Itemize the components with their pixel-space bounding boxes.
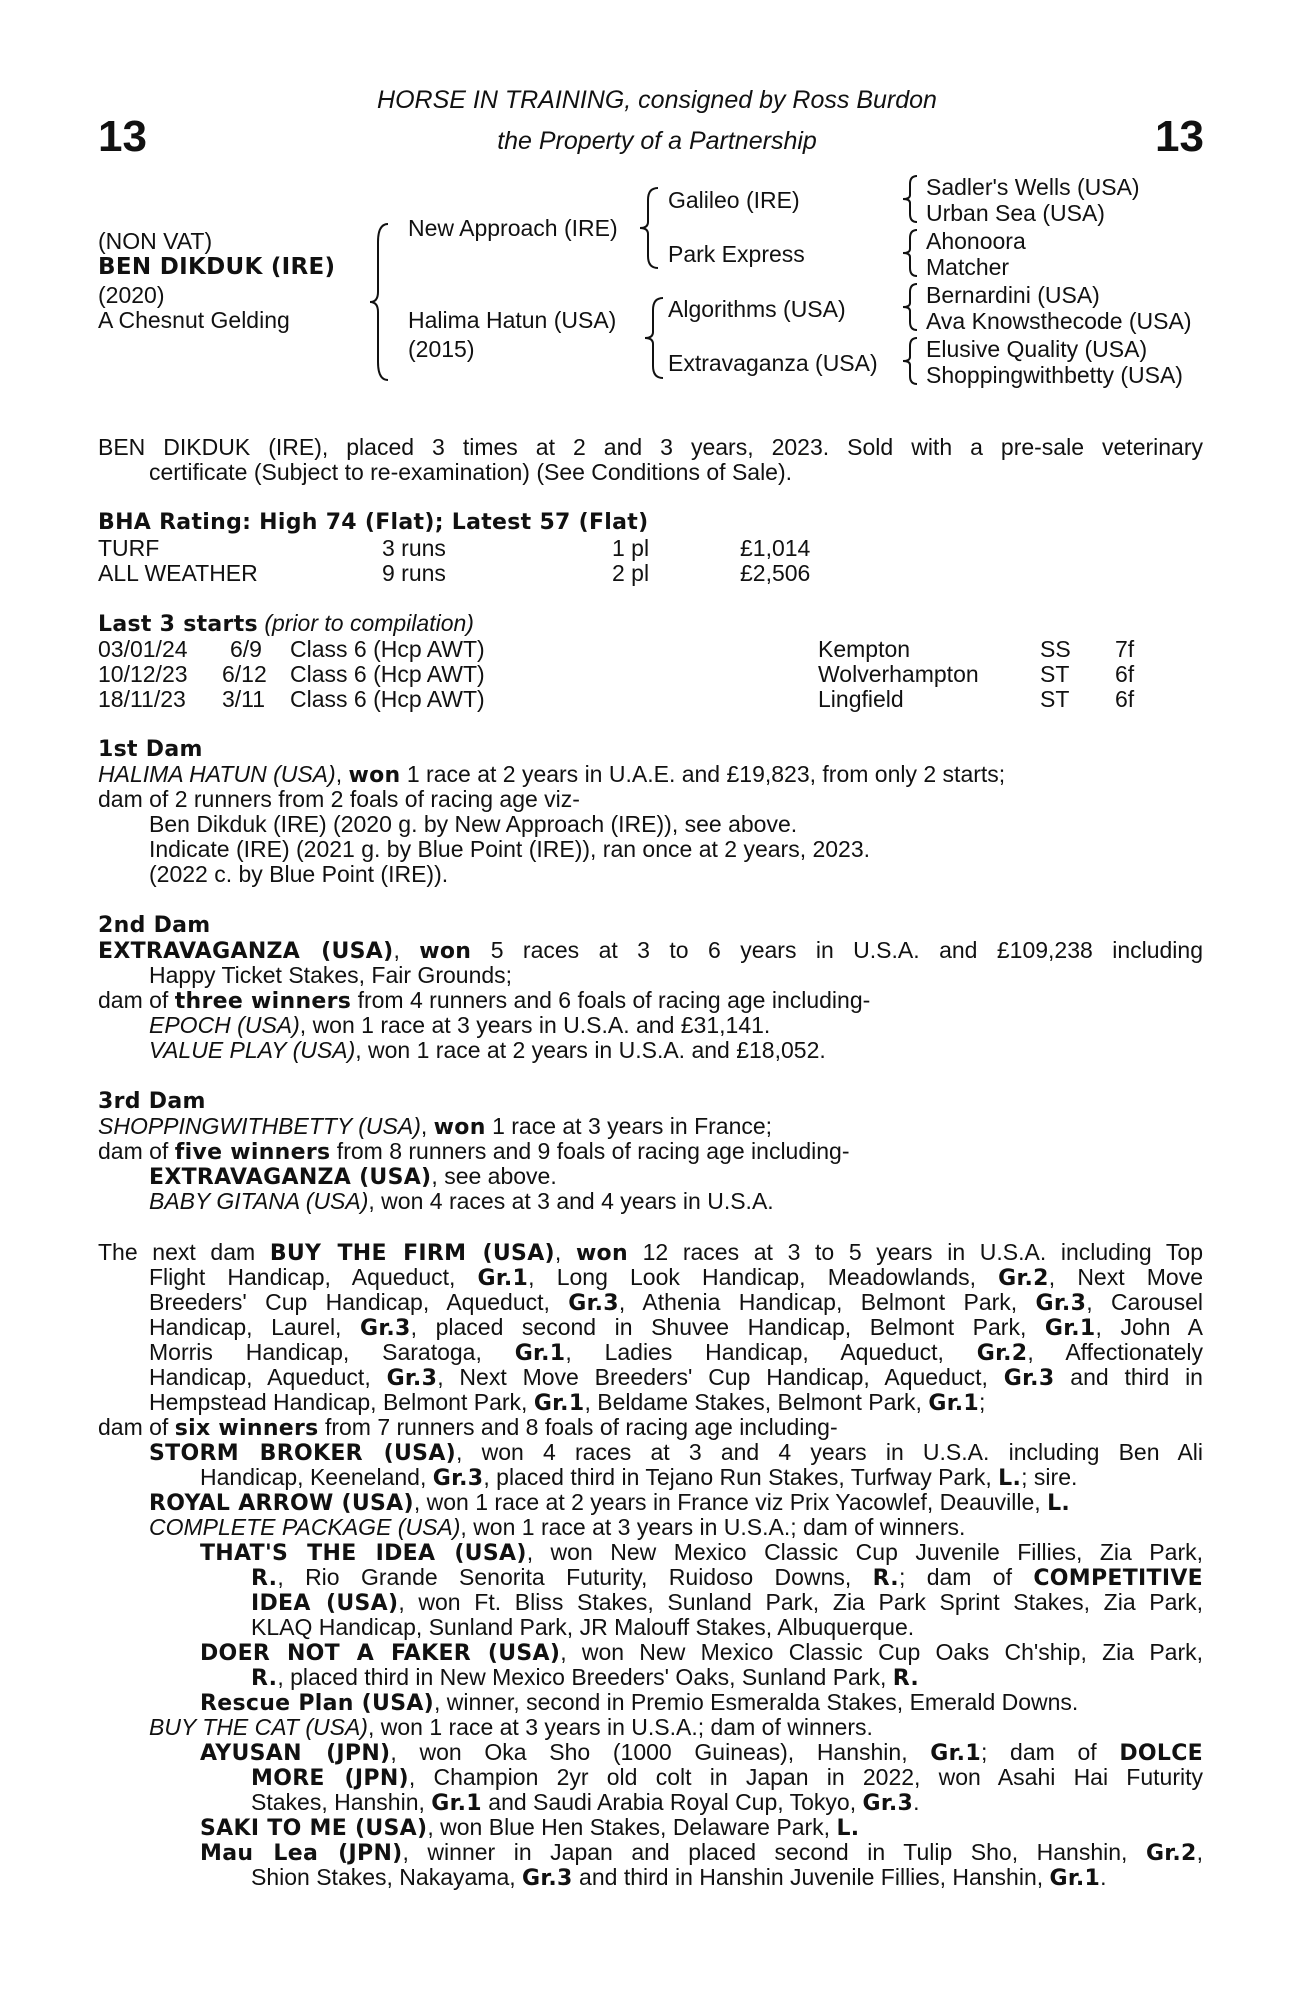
lot-number-left: 13 <box>98 112 147 161</box>
text: , won 1 race at 3 years in U.S.A.; dam of winners. <box>367 1714 873 1740</box>
pedigree-dam-year: (2015) <box>408 336 475 362</box>
second-dam-name: EXTRAVAGANZA (USA) <box>98 939 394 964</box>
ayusan-line-3 <box>251 1790 1314 1816</box>
progeny-name: Rescue Plan (USA) <box>200 1691 435 1716</box>
complete-package-line <box>149 1515 1254 1540</box>
start-date: 03/01/24 <box>98 636 188 662</box>
header-property: the Property of a Partnership <box>497 127 817 155</box>
second-dam-heading: 2nd Dam <box>98 913 211 938</box>
progeny-name: DOER NOT A FAKER (USA) <box>200 1641 561 1666</box>
progeny-record: , won 1 race at 3 years in U.S.A. and £31,141. <box>299 1012 771 1038</box>
progeny-name: EPOCH (USA) <box>149 1012 300 1038</box>
pedigree-g4: Matcher <box>926 254 1010 280</box>
pedigree-sire: New Approach (IRE) <box>408 215 618 241</box>
pedigree-bracket-sire <box>640 186 660 270</box>
horse-name: BEN DIKDUK (IRE) <box>98 254 336 280</box>
text: , won 1 race at 2 years in France viz Prix Yacowlef, Deauville, <box>413 1489 1048 1515</box>
grade: Gr.2 <box>1145 1841 1197 1866</box>
start-race: Class 6 (Hcp AWT) <box>290 661 485 687</box>
text: . <box>1100 1864 1107 1890</box>
text: , Champion 2yr old colt in Japan in 2022, won Asahi Hai Futurity <box>408 1764 1203 1790</box>
text: Handicap, Laurel, <box>149 1314 360 1340</box>
pedigree-g5: Bernardini (USA) <box>926 282 1100 308</box>
text: , Carousel <box>1086 1289 1203 1315</box>
start-race: Class 6 (Hcp AWT) <box>290 636 485 662</box>
text: , won Oka Sho (1000 Guineas), Hanshin, <box>390 1739 931 1765</box>
pedigree-bracket-g2 <box>903 228 919 278</box>
rating-placed: 1 pl <box>612 535 650 561</box>
pedigree-g3: Ahonoora <box>926 228 1026 254</box>
start-date: 10/12/23 <box>98 661 188 687</box>
saki-to-me-line <box>200 1815 1305 1841</box>
grade: L. <box>1047 1491 1071 1516</box>
grade: Gr.3 <box>360 1316 411 1341</box>
won-label: won <box>419 939 472 964</box>
progeny-name: ROYAL ARROW (USA) <box>149 1491 414 1516</box>
grade: Gr.3 <box>1003 1366 1055 1391</box>
produce-detail: from 7 runners and 8 foals of racing age including- <box>318 1414 838 1440</box>
horse-description: A Chesnut Gelding <box>98 307 290 333</box>
header-consignor: HORSE IN TRAINING, consigned by Ross Burdon <box>377 86 937 114</box>
start-going: ST <box>1040 686 1070 712</box>
next-dam-line-3 <box>149 1290 1203 1316</box>
grade: Gr.3 <box>386 1366 438 1391</box>
rating-surface: TURF <box>98 535 160 561</box>
buy-the-cat-line <box>149 1715 1254 1740</box>
text: Handicap, Keeneland, <box>200 1464 433 1490</box>
grade: Gr.3 <box>1035 1291 1087 1316</box>
start-race: Class 6 (Hcp AWT) <box>290 686 485 712</box>
text: , <box>1196 1839 1203 1865</box>
next-dam-line-7 <box>149 1390 1254 1416</box>
pedigree-bracket-g3 <box>903 282 919 332</box>
grade: R. <box>872 1566 899 1591</box>
text: Hempstead Handicap, Belmont Park, <box>149 1389 534 1415</box>
grade: Gr.1 <box>1049 1866 1101 1891</box>
pedigree-g7: Elusive Quality (USA) <box>926 336 1148 362</box>
progeny-record: , won 4 races at 3 and 4 years in U.S.A. <box>368 1188 774 1214</box>
progeny-name: STORM BROKER (USA) <box>149 1441 457 1466</box>
text: , placed second in Shuvee Handicap, Belmont Park, <box>410 1314 1045 1340</box>
text: , won 1 race at 3 years in U.S.A.; dam of winners. <box>460 1514 966 1540</box>
text: , won New Mexico Classic Cup Juvenile Fillies, Zia Park, <box>526 1539 1203 1565</box>
first-dam-heading: 1st Dam <box>98 737 203 762</box>
grade: R. <box>892 1666 920 1691</box>
text: , won 4 races at 3 and 4 years in U.S.A. including Ben Ali <box>456 1439 1204 1465</box>
grade: Gr.1 <box>533 1391 585 1416</box>
text: Stakes, Hanshin, <box>251 1789 432 1815</box>
text: 12 races at 3 to 5 years in U.S.A. including Top <box>627 1239 1203 1265</box>
grade: Gr.1 <box>1044 1316 1096 1341</box>
doer-not-a-faker-line-2 <box>251 1665 1314 1691</box>
thats-the-idea-line-4: KLAQ Handicap, Sunland Park, JR Malouff Stakes, Albuquerque. <box>251 1614 915 1640</box>
text: , Next Move Breeders' Cup Handicap, Aqueduct, <box>437 1364 1004 1390</box>
start-position: 6/9 <box>230 636 262 662</box>
third-dam-record: 1 race at 3 years in France; <box>485 1113 773 1139</box>
progeny-name: COMPETITIVE <box>1033 1566 1203 1591</box>
third-dam-progeny-1 <box>149 1164 1254 1190</box>
ayusan-line-2 <box>251 1765 1203 1791</box>
text: ; sire. <box>1021 1464 1078 1490</box>
mau-lea-line-1 <box>200 1840 1203 1866</box>
first-dam-progeny-3: (2022 c. by Blue Point (IRE)). <box>149 861 449 887</box>
pedigree-g2: Urban Sea (USA) <box>926 200 1105 226</box>
text: , won Ft. Bliss Stakes, Sunland Park, Zia Park Sprint Stakes, Zia Park, <box>398 1589 1203 1615</box>
summary-line-2: certificate (Subject to re-examination) (See Conditions of Sale). <box>149 459 793 485</box>
grade: R. <box>251 1666 278 1691</box>
progeny-name: BABY GITANA (USA) <box>149 1188 369 1214</box>
doer-not-a-faker-line-1 <box>200 1640 1203 1666</box>
horse-year: (2020) <box>98 282 165 308</box>
first-dam-produce: dam of 2 runners from 2 foals of racing age viz- <box>98 786 580 812</box>
pedigree-dam: Halima Hatun (USA) <box>408 307 617 333</box>
grade: Gr.1 <box>930 1741 981 1766</box>
first-dam-progeny-1: Ben Dikduk (IRE) (2020 g. by New Approach (IRE)), see above. <box>149 811 798 837</box>
dam-of-label: dam of <box>98 1414 175 1440</box>
progeny-name: THAT'S THE IDEA (USA) <box>200 1541 527 1566</box>
next-dam-intro: The next dam <box>98 1239 270 1265</box>
progeny-record: , see above. <box>431 1163 557 1189</box>
text: and Saudi Arabia Royal Cup, Tokyo, <box>481 1789 863 1815</box>
produce-detail: from 4 runners and 6 foals of racing age including- <box>351 987 871 1013</box>
royal-arrow-line <box>149 1490 1254 1516</box>
text: , Long Look Handicap, Meadowlands, <box>528 1264 999 1290</box>
next-dam-line-4 <box>149 1315 1203 1341</box>
text: Handicap, Aqueduct, <box>149 1364 387 1390</box>
pedigree-g6: Ava Knowsthecode (USA) <box>926 308 1192 334</box>
third-dam-progeny-2 <box>149 1189 1254 1214</box>
pedigree-bracket-dam <box>645 296 665 380</box>
text: , Athenia Handicap, Belmont Park, <box>618 1289 1036 1315</box>
storm-broker-line-1 <box>149 1440 1203 1466</box>
winners-count: six winners <box>174 1416 319 1441</box>
start-position: 3/11 <box>222 686 266 712</box>
start-course: Lingfield <box>818 686 904 712</box>
second-dam-progeny-1 <box>149 1013 1254 1038</box>
won-label: won <box>348 763 401 788</box>
progeny-name: IDEA (USA) <box>251 1591 399 1616</box>
bha-rating-heading: BHA Rating: High 74 (Flat); Latest 57 (Flat) <box>98 510 649 535</box>
first-dam-progeny-2: Indicate (IRE) (2021 g. by Blue Point (IRE)), ran once at 2 years, 2023. <box>149 836 871 862</box>
pedigree-g1: Sadler's Wells (USA) <box>926 174 1140 200</box>
rating-earnings: £1,014 <box>740 535 811 561</box>
thats-the-idea-line-2 <box>251 1565 1203 1591</box>
start-distance: 6f <box>1115 661 1135 687</box>
rating-runs: 3 runs <box>382 535 446 561</box>
text: Shion Stakes, Nakayama, <box>251 1864 523 1890</box>
text: , Ladies Handicap, Aqueduct, <box>565 1339 977 1365</box>
third-dam-heading: 3rd Dam <box>98 1089 206 1114</box>
grade: Gr.1 <box>477 1266 529 1291</box>
thats-the-idea-line-1 <box>200 1540 1203 1566</box>
grade: Gr.1 <box>431 1791 482 1816</box>
text: , Next Move <box>1048 1264 1203 1290</box>
progeny-name: Mau Lea (JPN) <box>200 1841 403 1866</box>
text: and third in Hanshin Juvenile Fillies, Hanshin, <box>572 1864 1050 1890</box>
rating-surface: ALL WEATHER <box>98 560 258 586</box>
pedigree-dam-dam: Extravaganza (USA) <box>668 350 878 376</box>
grade: Gr.1 <box>514 1341 566 1366</box>
text: Flight Handicap, Aqueduct, <box>149 1264 478 1290</box>
text: , Beldame Stakes, Belmont Park, <box>584 1389 929 1415</box>
first-dam-name: HALIMA HATUN (USA) <box>98 761 336 787</box>
start-course: Wolverhampton <box>818 661 979 687</box>
pedigree-sire-dam: Park Express <box>668 241 805 267</box>
dam-of-label: dam of <box>98 987 175 1013</box>
text: and third in <box>1054 1364 1203 1390</box>
grade: Gr.3 <box>862 1791 914 1816</box>
text: ; <box>978 1389 986 1415</box>
mau-lea-line-2 <box>251 1865 1314 1891</box>
pedigree-bracket-g4 <box>903 336 919 386</box>
progeny-record: , won 1 race at 2 years in U.S.A. and £18,052. <box>355 1037 826 1063</box>
text: , winner in Japan and placed second in Tulip Sho, Hanshin, <box>402 1839 1146 1865</box>
last-starts-heading <box>98 611 1203 637</box>
second-dam-line: EXTRAVAGANZA (USA), won 5 races at 3 to 6 years in U.S.A. and £109,238 including <box>98 937 1204 964</box>
last-starts-title: Last 3 starts <box>98 612 258 637</box>
pedigree-sire-sire: Galileo (IRE) <box>668 187 800 213</box>
grade: Gr.1 <box>928 1391 979 1416</box>
grade: L. <box>998 1466 1022 1491</box>
next-dam-produce <box>98 1415 1203 1441</box>
last-starts-note: (prior to compilation) <box>264 610 474 636</box>
rescue-plan-line <box>200 1690 1305 1716</box>
progeny-name: MORE (JPN) <box>251 1766 409 1791</box>
next-dam-line-6 <box>149 1365 1203 1391</box>
next-dam-line-2 <box>149 1265 1203 1291</box>
next-dam-line-1: The next dam BUY THE FIRM (USA), won 12 races at 3 to 5 years in U.S.A. including Top <box>98 1239 1203 1266</box>
next-dam-name: BUY THE FIRM (USA) <box>269 1241 555 1266</box>
thats-the-idea-line-3 <box>251 1590 1203 1616</box>
progeny-name: SAKI TO ME (USA) <box>200 1816 428 1841</box>
text: , placed third in New Mexico Breeders' Oaks, Sunland Park, <box>277 1664 893 1690</box>
pedigree-bracket-main <box>370 222 390 382</box>
rating-earnings: £2,506 <box>740 560 811 586</box>
produce-detail: from 8 runners and 9 foals of racing age including- <box>330 1138 850 1164</box>
first-dam-record: 1 race at 2 years in U.A.E. and £19,823, from only 2 starts; <box>400 761 1006 787</box>
text: , Affectionately <box>1027 1339 1203 1365</box>
text: Breeders' Cup Handicap, Aqueduct, <box>149 1289 569 1315</box>
progeny-name: COMPLETE PACKAGE (USA) <box>149 1514 461 1540</box>
second-dam-produce <box>98 988 1203 1014</box>
summary-line-1: BEN DIKDUK (IRE), placed 3 times at 2 and 3 years, 2023. Sold with a pre-sale veterinary <box>98 434 1203 460</box>
vat-status: (NON VAT) <box>98 228 213 254</box>
progeny-name: DOLCE <box>1119 1741 1203 1766</box>
start-distance: 7f <box>1115 636 1135 662</box>
text: , won New Mexico Classic Cup Oaks Ch'ship, Zia Park, <box>560 1639 1203 1665</box>
grade: Gr.3 <box>522 1866 573 1891</box>
progeny-name: BUY THE CAT (USA) <box>149 1714 368 1740</box>
text: , Rio Grande Senorita Futurity, Ruidoso Downs, <box>277 1564 873 1590</box>
winners-count: five winners <box>174 1140 331 1165</box>
grade: Gr.2 <box>976 1341 1028 1366</box>
ayusan-line-1 <box>200 1740 1203 1766</box>
rating-runs: 9 runs <box>382 560 446 586</box>
second-dam-record-cont: Happy Ticket Stakes, Fair Grounds; <box>149 962 513 988</box>
pedigree-bracket-g1 <box>903 174 919 224</box>
progeny-name: AYUSAN (JPN) <box>200 1741 391 1766</box>
pedigree-g8: Shoppingwithbetty (USA) <box>926 362 1183 388</box>
grade: Gr.2 <box>998 1266 1049 1291</box>
rating-placed: 2 pl <box>612 560 650 586</box>
second-dam-record: 5 races at 3 to 6 years in U.S.A. and £109,238 including <box>471 937 1204 963</box>
second-dam-progeny-2 <box>149 1038 1254 1063</box>
won-label: won <box>433 1115 486 1140</box>
text: , won Blue Hen Stakes, Delaware Park, <box>427 1814 837 1840</box>
dam-of-label: dam of <box>98 1138 175 1164</box>
text: , placed third in Tejano Run Stakes, Turfway Park, <box>483 1464 999 1490</box>
text: Morris Handicap, Saratoga, <box>149 1339 515 1365</box>
text: ; dam of <box>980 1739 1120 1765</box>
start-position: 6/12 <box>222 661 267 687</box>
start-course: Kempton <box>818 636 911 662</box>
text: , John A <box>1095 1314 1203 1340</box>
third-dam-produce <box>98 1139 1203 1165</box>
third-dam-line: SHOPPINGWITHBETTY (USA), won 1 race at 3 years in France; <box>98 1113 773 1140</box>
won-label: won <box>575 1241 628 1266</box>
lot-number-right: 13 <box>1155 112 1204 161</box>
grade: R. <box>251 1566 278 1591</box>
storm-broker-line-2 <box>200 1465 1305 1491</box>
text: ; dam of <box>898 1564 1034 1590</box>
start-going: SS <box>1040 636 1071 662</box>
start-distance: 6f <box>1115 686 1135 712</box>
grade: Gr.3 <box>568 1291 619 1316</box>
third-dam-name: SHOPPINGWITHBETTY (USA) <box>98 1113 421 1139</box>
grade: Gr.3 <box>432 1466 484 1491</box>
start-going: ST <box>1040 661 1070 687</box>
next-dam-line-5 <box>149 1340 1203 1366</box>
progeny-name: EXTRAVAGANZA (USA) <box>149 1165 432 1190</box>
grade: L. <box>836 1816 860 1841</box>
text: , winner, second in Premio Esmeralda Stakes, Emerald Downs. <box>434 1689 1079 1715</box>
pedigree-dam-sire: Algorithms (USA) <box>668 296 846 322</box>
text: . <box>913 1789 920 1815</box>
winners-count: three winners <box>174 989 352 1014</box>
progeny-name: VALUE PLAY (USA) <box>149 1037 356 1063</box>
start-date: 18/11/23 <box>98 686 186 712</box>
first-dam-line: HALIMA HATUN (USA), won 1 race at 2 years in U.A.E. and £19,823, from only 2 starts; <box>98 761 1006 788</box>
